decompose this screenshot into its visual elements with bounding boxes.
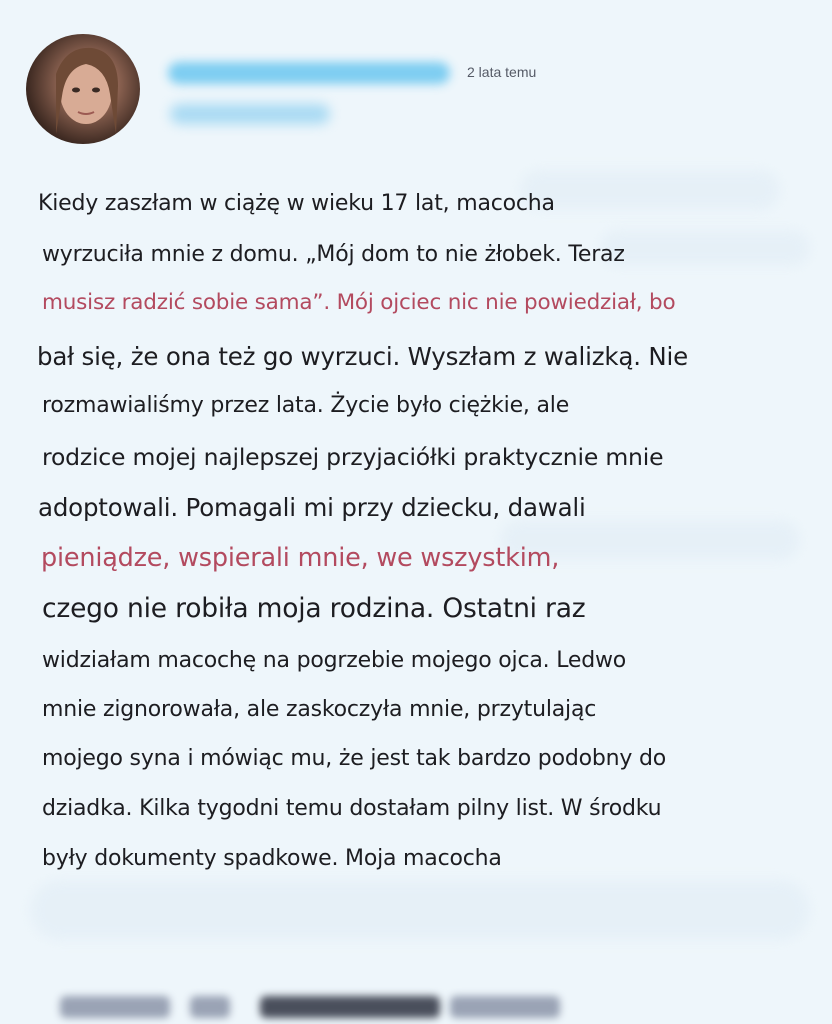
comment-line: Kiedy zaszłam w ciążę w wieku 17 lat, macocha xyxy=(38,191,555,216)
comment-line: mojego syna i mówiąc mu, że jest tak bardzo podobny do xyxy=(42,746,666,771)
comment-line: były dokumenty spadkowe. Moja macocha xyxy=(42,846,502,871)
comment-timestamp[interactable]: 2 lata temu xyxy=(467,64,537,80)
avatar[interactable] xyxy=(26,34,140,144)
comment-line: rodzice mojej najlepszej przyjaciółki praktycznie mnie xyxy=(42,443,664,471)
author-handle[interactable] xyxy=(170,104,330,124)
blurred-caption xyxy=(60,990,560,1020)
comment-line: rozmawialiśmy przez lata. Życie było ciężkie, ale xyxy=(42,393,570,418)
comment-line: adoptowali. Pomagali mi przy dziecku, dawali xyxy=(38,493,586,522)
comment-line: czego nie robiła moja rodzina. Ostatni raz xyxy=(42,593,586,624)
author-name[interactable] xyxy=(168,62,450,84)
comment-line: pieniądze, wspierali mnie, we wszystkim, xyxy=(41,543,560,573)
comment-line: bał się, że ona też go wyrzuci. Wyszłam z walizką. Nie xyxy=(37,342,688,371)
comment-line: widziałam macochę na pogrzebie mojego ojca. Ledwo xyxy=(42,648,627,673)
comment-line: musisz radzić sobie sama”. Mój ojciec nic nie powiedział, bo xyxy=(42,290,676,315)
avatar-photo-icon xyxy=(26,34,140,144)
comment-line: mnie zignorowała, ale zaskoczyła mnie, przytulając xyxy=(42,697,597,722)
comment-line: wyrzuciła mnie z domu. „Mój dom to nie żłobek. Teraz xyxy=(42,242,625,267)
comment-line: dziadka. Kilka tygodni temu dostałam pilny list. W środku xyxy=(42,796,662,821)
